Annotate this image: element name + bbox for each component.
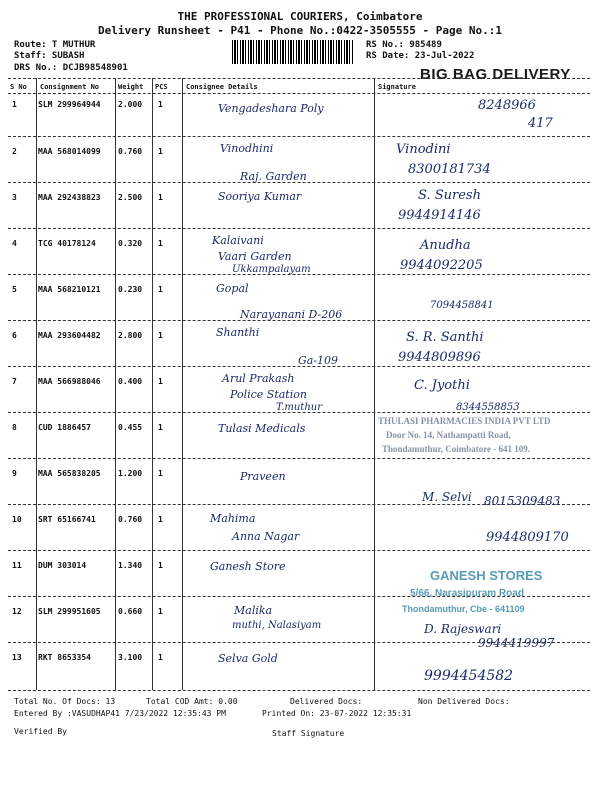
row-13-weight: 3.100 bbox=[118, 653, 143, 662]
col-header-consignee: Consignee Details bbox=[186, 83, 258, 91]
non-delivered-docs: Non Delivered Docs: bbox=[418, 697, 510, 706]
row-6-weight: 2.800 bbox=[118, 331, 143, 340]
row-5-weight: 0.230 bbox=[118, 285, 143, 294]
row-3-sno: 3 bbox=[12, 193, 17, 202]
row-6-consignee-name: Shanthi bbox=[216, 326, 260, 339]
row-10-consignee-address: Anna Nagar bbox=[232, 530, 300, 543]
row-13-sno: 13 bbox=[12, 653, 22, 662]
row-6-signature-name: S. R. Santhi bbox=[406, 330, 484, 345]
rs-number: RS No.: 985489 bbox=[366, 40, 442, 50]
row-1-consignment: SLM 299964944 bbox=[38, 100, 101, 109]
ganesh-stamp-line-3: Thondamuthur, Cbe - 641109 bbox=[402, 604, 525, 614]
col-header-sno: S No bbox=[10, 83, 27, 91]
row-9-signature-name: M. Selvi bbox=[422, 490, 472, 504]
col-header-pcs: PCS bbox=[155, 83, 168, 91]
row-7-consignment: MAA 566988046 bbox=[38, 377, 101, 386]
row-2-signature-phone: 8300181734 bbox=[408, 162, 491, 177]
row-12-consignment: SLM 299951605 bbox=[38, 607, 101, 616]
row-6-sno: 6 bbox=[12, 331, 17, 340]
row-4-sno: 4 bbox=[12, 239, 17, 248]
tulasi-stamp-line-2: Door No. 14, Nathampatti Road, bbox=[386, 430, 511, 440]
col-divider bbox=[36, 78, 37, 690]
row-12-weight: 0.660 bbox=[118, 607, 143, 616]
row-10-weight: 0.760 bbox=[118, 515, 143, 524]
ganesh-stamp-line-1: GANESH STORES bbox=[430, 568, 543, 583]
rs-date: RS Date: 23-Jul-2022 bbox=[366, 51, 475, 61]
row-7-pcs: 1 bbox=[158, 377, 163, 386]
row-7-weight: 0.400 bbox=[118, 377, 143, 386]
row-9-pcs: 1 bbox=[158, 469, 163, 478]
delivered-docs: Delivered Docs: bbox=[290, 697, 363, 706]
row-8-consignment: CUD 1886457 bbox=[38, 423, 91, 432]
row-4-pcs: 1 bbox=[158, 239, 163, 248]
row-5-consignment: MAA 568210121 bbox=[38, 285, 101, 294]
col-divider bbox=[182, 78, 183, 690]
row-11-consignment: DUM 303014 bbox=[38, 561, 87, 570]
big-bag-delivery-stamp: BIG BAG DELIVERY bbox=[420, 66, 571, 83]
row-divider bbox=[8, 136, 590, 137]
row-10-sno: 10 bbox=[12, 515, 22, 524]
staff-label: Staff: SUBASH bbox=[14, 51, 85, 61]
printed-on: Printed On: 23-07-2022 12:35:31 bbox=[262, 709, 412, 718]
col-divider bbox=[115, 78, 116, 690]
entered-by: Entered By :VASUDHAP41 7/23/2022 12:35:43 PM bbox=[14, 709, 226, 718]
row-3-signature-phone: 9944914146 bbox=[398, 208, 481, 223]
row-5-pcs: 1 bbox=[158, 285, 163, 294]
row-3-signature-name: S. Suresh bbox=[418, 188, 481, 203]
tulasi-stamp-line-3: Thondamuthur, Coimbatore - 641 109. bbox=[382, 444, 531, 454]
drs-number: DRS No.: DCJB98548901 bbox=[14, 63, 128, 73]
row-2-signature-name: Vinodini bbox=[396, 142, 451, 157]
row-divider bbox=[8, 550, 590, 551]
col-header-signature: Signature bbox=[378, 83, 416, 91]
row-9-consignment: MAA 565838205 bbox=[38, 469, 101, 478]
row-10-pcs: 1 bbox=[158, 515, 163, 524]
row-4-consignee-address: Vaari Garden bbox=[218, 250, 292, 263]
row-divider bbox=[8, 458, 590, 459]
row-divider bbox=[8, 228, 590, 229]
row-4-consignee-name: Kalaivani bbox=[212, 234, 264, 247]
row-9-weight: 1.200 bbox=[118, 469, 143, 478]
row-5-signature-phone: 7094458841 bbox=[430, 300, 494, 311]
row-8-weight: 0.455 bbox=[118, 423, 143, 432]
row-9-consignee: Praveen bbox=[240, 470, 286, 483]
row-2-consignee-name: Vinodhini bbox=[220, 142, 274, 155]
row-11-sno: 11 bbox=[12, 561, 22, 570]
row-9-signature-phone: 8015309483 bbox=[484, 494, 561, 508]
row-11-weight: 1.340 bbox=[118, 561, 143, 570]
row-7-signature-phone: 8344558853 bbox=[456, 402, 520, 413]
row-2-sno: 2 bbox=[12, 147, 17, 156]
runsheet-title: Delivery Runsheet - P41 - Phone No.:0422-3505555 - Page No.:1 bbox=[98, 24, 502, 37]
ganesh-stamp-line-2: 5/66, Narasipuram Road bbox=[410, 588, 524, 599]
row-4-weight: 0.320 bbox=[118, 239, 143, 248]
row-3-pcs: 1 bbox=[158, 193, 163, 202]
row-8-sno: 8 bbox=[12, 423, 17, 432]
row-12-pcs: 1 bbox=[158, 607, 163, 616]
row-2-pcs: 1 bbox=[158, 147, 163, 156]
row-12-signature-phone: 9944419997 bbox=[478, 636, 555, 650]
row-2-consignee-address: Raj. Garden bbox=[240, 170, 307, 183]
row-6-pcs: 1 bbox=[158, 331, 163, 340]
row-1-pcs: 1 bbox=[158, 100, 163, 109]
row-12-consignee-name: Malika bbox=[234, 604, 273, 617]
tulasi-stamp-line-1: THULASI PHARMACIES INDIA PVT LTD bbox=[378, 416, 551, 426]
table-header-line bbox=[8, 93, 590, 94]
row-6-consignee-address: Ga-109 bbox=[298, 354, 339, 367]
row-3-consignment: MAA 292438823 bbox=[38, 193, 101, 202]
row-7-consignee-area: T.muthur bbox=[276, 402, 322, 413]
row-6-signature-phone: 9944809896 bbox=[398, 350, 481, 365]
barcode bbox=[232, 40, 354, 64]
col-header-consignment: Consignment No bbox=[40, 83, 100, 91]
row-10-signature-phone: 9944809170 bbox=[486, 530, 569, 545]
row-1-signature-phone: 8248966 bbox=[478, 98, 536, 113]
row-7-signature-name: C. Jyothi bbox=[414, 378, 470, 393]
row-13-consignment: RKT 8653354 bbox=[38, 653, 91, 662]
row-6-consignment: MAA 293604482 bbox=[38, 331, 101, 340]
row-4-signature-phone: 9944092205 bbox=[400, 258, 483, 273]
table-bottom-line bbox=[8, 690, 590, 691]
row-1-sno: 1 bbox=[12, 100, 17, 109]
row-12-consignee-address: muthi, Nalasiyam bbox=[232, 620, 322, 631]
table-top-line bbox=[8, 78, 590, 79]
row-2-weight: 0.760 bbox=[118, 147, 143, 156]
row-1-consignee: Vengadeshara Poly bbox=[218, 102, 324, 115]
col-header-weight: Weight bbox=[118, 83, 144, 91]
row-1-signature-extra: 417 bbox=[528, 116, 553, 131]
col-divider bbox=[152, 78, 153, 690]
row-9-sno: 9 bbox=[12, 469, 17, 478]
row-4-consignee-area: Ukkampalayam bbox=[232, 264, 311, 275]
verified-by: Verified By bbox=[14, 727, 67, 736]
route-label: Route: T MUTHUR bbox=[14, 40, 96, 50]
row-5-consignee-address: Narayanani D-206 bbox=[240, 308, 343, 321]
row-13-pcs: 1 bbox=[158, 653, 163, 662]
row-8-pcs: 1 bbox=[158, 423, 163, 432]
row-13-consignee: Selva Gold bbox=[218, 652, 278, 665]
row-3-consignee: Sooriya Kumar bbox=[218, 190, 302, 203]
row-5-sno: 5 bbox=[12, 285, 17, 294]
col-divider bbox=[374, 78, 375, 690]
row-12-sno: 12 bbox=[12, 607, 22, 616]
row-12-signature-name: D. Rajeswari bbox=[424, 622, 502, 636]
row-13-signature-phone: 9994454582 bbox=[424, 668, 514, 684]
row-8-consignee: Tulasi Medicals bbox=[218, 422, 306, 435]
row-5-consignee-name: Gopal bbox=[216, 282, 249, 295]
row-10-consignment: SRT 65166741 bbox=[38, 515, 96, 524]
company-title: THE PROFESSIONAL COURIERS, Coimbatore bbox=[177, 10, 423, 23]
row-10-consignee-name: Mahima bbox=[210, 512, 256, 525]
row-7-consignee-name: Arul Prakash bbox=[222, 372, 295, 385]
row-7-sno: 7 bbox=[12, 377, 17, 386]
row-3-weight: 2.500 bbox=[118, 193, 143, 202]
row-2-consignment: MAA 568014099 bbox=[38, 147, 101, 156]
row-4-signature-name: Anudha bbox=[420, 238, 471, 253]
total-cod-amount: Total COD Amt: 0.00 bbox=[146, 697, 238, 706]
total-docs: Total No. Of Docs: 13 bbox=[14, 697, 116, 706]
row-1-weight: 2.000 bbox=[118, 100, 143, 109]
row-11-consignee: Ganesh Store bbox=[210, 560, 286, 573]
row-11-pcs: 1 bbox=[158, 561, 163, 570]
row-4-consignment: TCG 40178124 bbox=[38, 239, 96, 248]
staff-signature: Staff Signature bbox=[272, 729, 345, 738]
row-7-consignee-address: Police Station bbox=[230, 388, 307, 401]
